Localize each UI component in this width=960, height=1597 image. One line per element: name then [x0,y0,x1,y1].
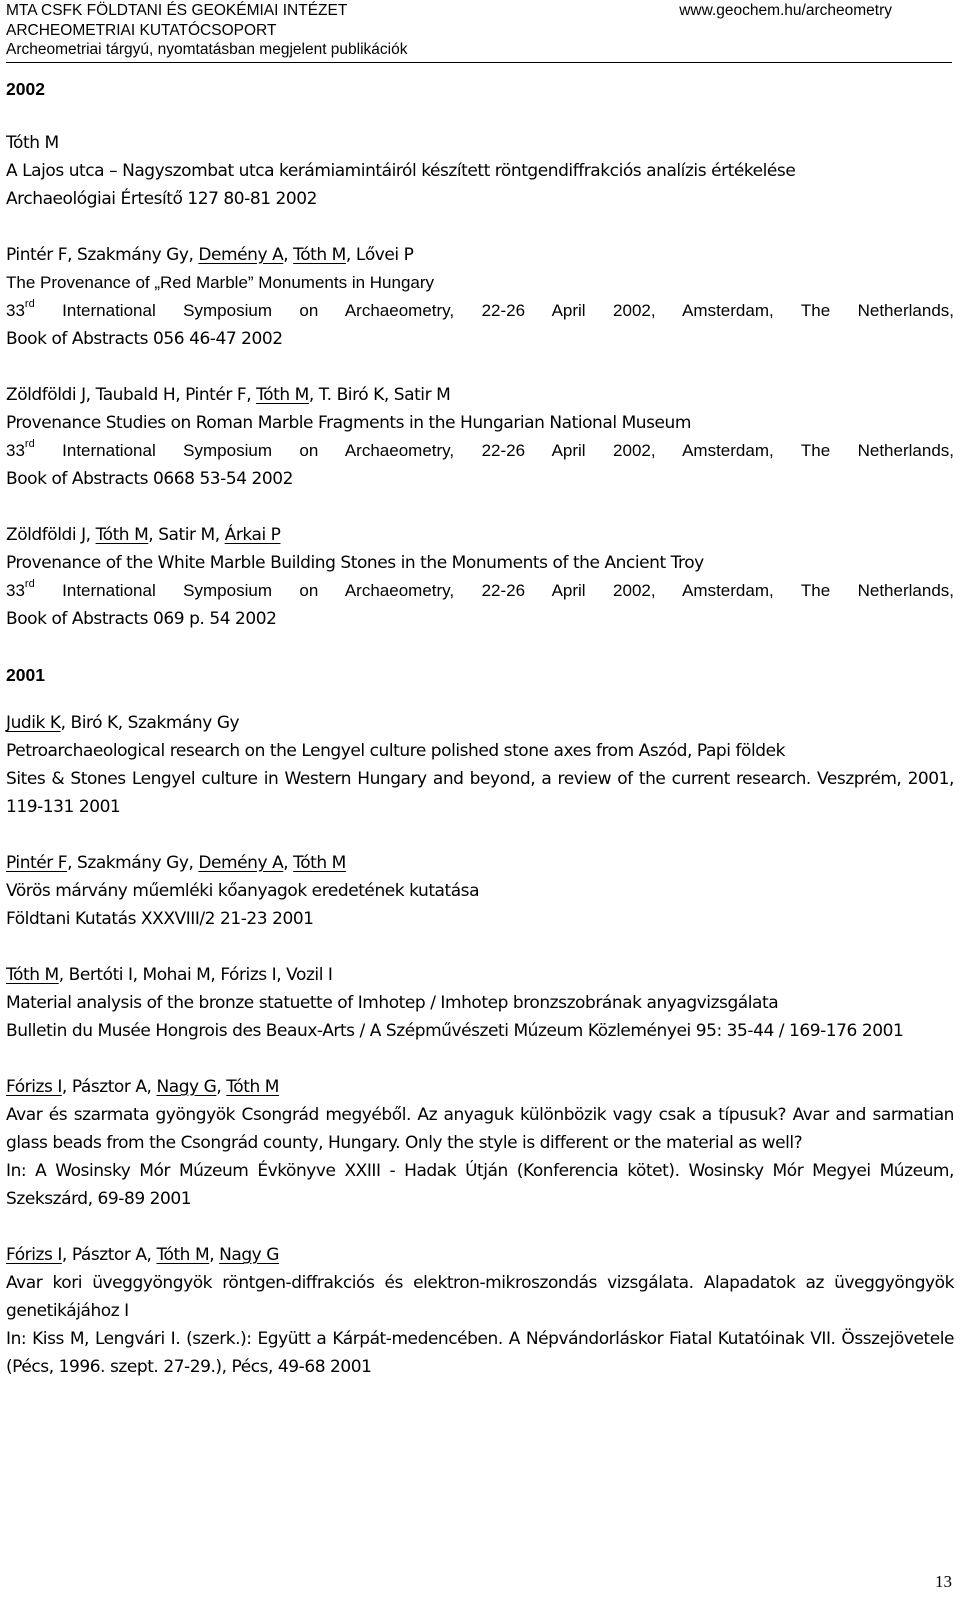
ordinal-suffix: rd [24,438,35,451]
source-line: Archaeológiai Értesítő 127 80-81 2002 [6,189,317,209]
ordinal-suffix: rd [24,578,35,591]
author-name: Zöldföldi J [6,385,86,405]
ordinal-number: 33 [6,441,25,460]
author-name[interactable]: Demény A [198,853,284,873]
publication-entry [6,709,954,821]
source-line: Sites & Stones Lengyel culture in Western Hungary and beyond, a review of the current research. Veszprém, 2001, 119-131 2001 [6,769,954,817]
group-name: ARCHEOMETRIAI KUTATÓCSOPORT [6,22,277,39]
author-name: Pintér F [185,385,247,405]
institute-name: MTA CSFK FÖLDTANI ÉS GEOKÉMIAI INTÉZET [6,2,348,19]
publication-title: Provenance of the White Marble Building Stones in the Monuments of the Ancient Troy [6,553,704,573]
source-line: Book of Abstracts 0668 53-54 2002 [6,469,294,489]
document-subtitle: Archeometriai tárgyú, nyomtatásban megjelent publikációk [6,41,408,58]
publication-title: Material analysis of the bronze statuette of Imhotep / Imhotep bronzszobrának anyagvizsgálata [6,993,779,1013]
ordinal-suffix: rd [24,298,35,311]
publication-title: Vörös márvány műemléki kőanyagok eredetének kutatása [6,881,480,901]
publication-list [6,62,954,1409]
author-name: Szakmány Gy [77,245,189,265]
publication-entry [6,1241,954,1381]
author-name: Szakmány Gy [127,713,240,733]
authors-line: Judik K, Biró K, Szakmány Gy [6,713,240,733]
authors-line: Zöldföldi J, Taubald H, Pintér F, Tóth M, T. Biró K, Satir M [6,385,451,405]
source-line: Book of Abstracts 056 46-47 2002 [6,329,283,349]
authors-line: Zöldföldi J, Tóth M, Satir M, Árkai P [6,525,281,545]
author-name: Pásztor A [71,1245,147,1265]
symposium-line: 33rd International Symposium on Archaeometry, 22-26 April 2002, Amsterdam, The Netherlands, [6,298,954,320]
author-name: Fórizs I [220,965,277,985]
publication-entry [6,1073,954,1213]
author-name: Pintér F [6,245,68,265]
author-name[interactable]: Tóth M [293,853,346,873]
publication-title: Avar és szarmata gyöngyök Csongrád megyéből. Az anyaguk különbözik vagy csak a típusuk? Avar and sarmatian glass beads from the Csongrád county, Hungary. Only the style is different or the material as well? [6,1105,954,1153]
author-name[interactable]: Judik K [6,713,61,733]
author-name: Pásztor A [71,1077,147,1097]
author-name: Biró K [70,713,118,733]
publication-entry [6,849,954,933]
source-line: Földtani Kutatás XXXVIII/2 21-23 2001 [6,909,314,929]
publication-entry [6,381,954,493]
author-name: Vozil I [286,965,333,985]
publication-title: Provenance Studies on Roman Marble Fragments in the Hungarian National Museum [6,413,691,433]
author-name: Tóth M [6,133,59,153]
authors-line: Tóth M, Bertóti I, Mohai M, Fórizs I, Vozil I [6,965,333,985]
authors-line: Pintér F, Szakmány Gy, Demény A, Tóth M, Lővei P [6,245,414,265]
symposium-line: 33rd International Symposium on Archaeometry, 22-26 April 2002, Amsterdam, The Netherlands, [6,438,954,460]
author-name[interactable]: Tóth M [226,1077,279,1097]
author-name: Zöldföldi J [6,525,86,545]
page-number: 13 [935,1572,952,1591]
author-name[interactable]: Tóth M [6,965,59,985]
publication-entry [6,521,954,633]
year-heading: 2002 [6,79,45,99]
symposium-line: 33rd International Symposium on Archaeometry, 22-26 April 2002, Amsterdam, The Netherlands, [6,578,954,600]
publication-entry [6,129,954,213]
author-name[interactable]: Tóth M [256,385,309,405]
source-line: In: A Wosinsky Mór Múzeum Évkönyve XXIII - Hadak Útján (Konferencia kötet). Wosinsky Mór Megyei Múzeum, Szekszárd, 69-89 2001 [6,1161,954,1209]
author-name: T. Biró K [318,385,384,405]
author-name: Taubald H [95,385,176,405]
ordinal-number: 33 [6,581,25,600]
author-name: Satir M [158,525,215,545]
author-name[interactable]: Tóth M [293,245,346,265]
source-line: Bulletin du Musée Hongrois des Beaux-Arts / A Szépművészeti Múzeum Közleményei 95: 35-44 / 169-176 2001 [6,1021,904,1041]
ordinal-number: 33 [6,301,25,320]
publication-title: Avar kori üveggyöngyök röntgen-diffrakciós és elektron-mikroszondás vizsgálata. Alapadatok az üveggyöngyök genetikájához I [6,1273,954,1321]
website-url[interactable]: www.geochem.hu/archeometry [679,2,892,19]
author-name: Bertóti I [68,965,133,985]
author-name[interactable]: Demény A [198,245,284,265]
authors-line: Fórizs I, Pásztor A, Nagy G, Tóth M [6,1077,279,1097]
author-name[interactable]: Fórizs I [6,1077,62,1097]
author-name[interactable]: Tóth M [95,525,149,545]
source-line: In: Kiss M, Lengvári I. (szerk.): Együtt a Kárpát-medencében. A Népvándorláskor Fiatal Kutatóinak VII. Összejövetele (Pécs, 1996. szept. 27-29.), Pécs, 49-68 2001 [6,1329,954,1377]
page-header [6,0,952,63]
author-name[interactable]: Árkai P [224,525,281,545]
author-name[interactable]: Nagy G [219,1245,279,1265]
author-name: Lővei P [355,245,414,265]
author-name: Satir M [393,385,451,405]
publication-entry [6,961,954,1045]
author-name[interactable]: Nagy G [156,1077,217,1097]
authors-line: Fórizs I, Pásztor A, Tóth M, Nagy G [6,1245,279,1265]
author-name: Szakmány Gy [77,853,189,873]
publication-title: A Lajos utca – Nagyszombat utca kerámiamintáiról készített röntgendiffrakciós analízis értékelése [6,161,796,181]
authors-line: Pintér F, Szakmány Gy, Demény A, Tóth M [6,853,346,873]
author-name[interactable]: Pintér F [6,853,68,873]
source-line: Book of Abstracts 069 p. 54 2002 [6,609,277,629]
author-name[interactable]: Fórizs I [6,1245,62,1265]
publication-entry [6,241,954,353]
publication-title: The Provenance of „Red Marble” Monuments in Hungary [6,273,435,292]
author-name[interactable]: Tóth M [156,1245,210,1265]
publication-title: Petroarchaeological research on the Lengyel culture polished stone axes from Aszód, Papi földek [6,741,785,761]
author-name: Mohai M [142,965,211,985]
authors-line [6,129,954,157]
year-heading: 2001 [6,665,45,685]
